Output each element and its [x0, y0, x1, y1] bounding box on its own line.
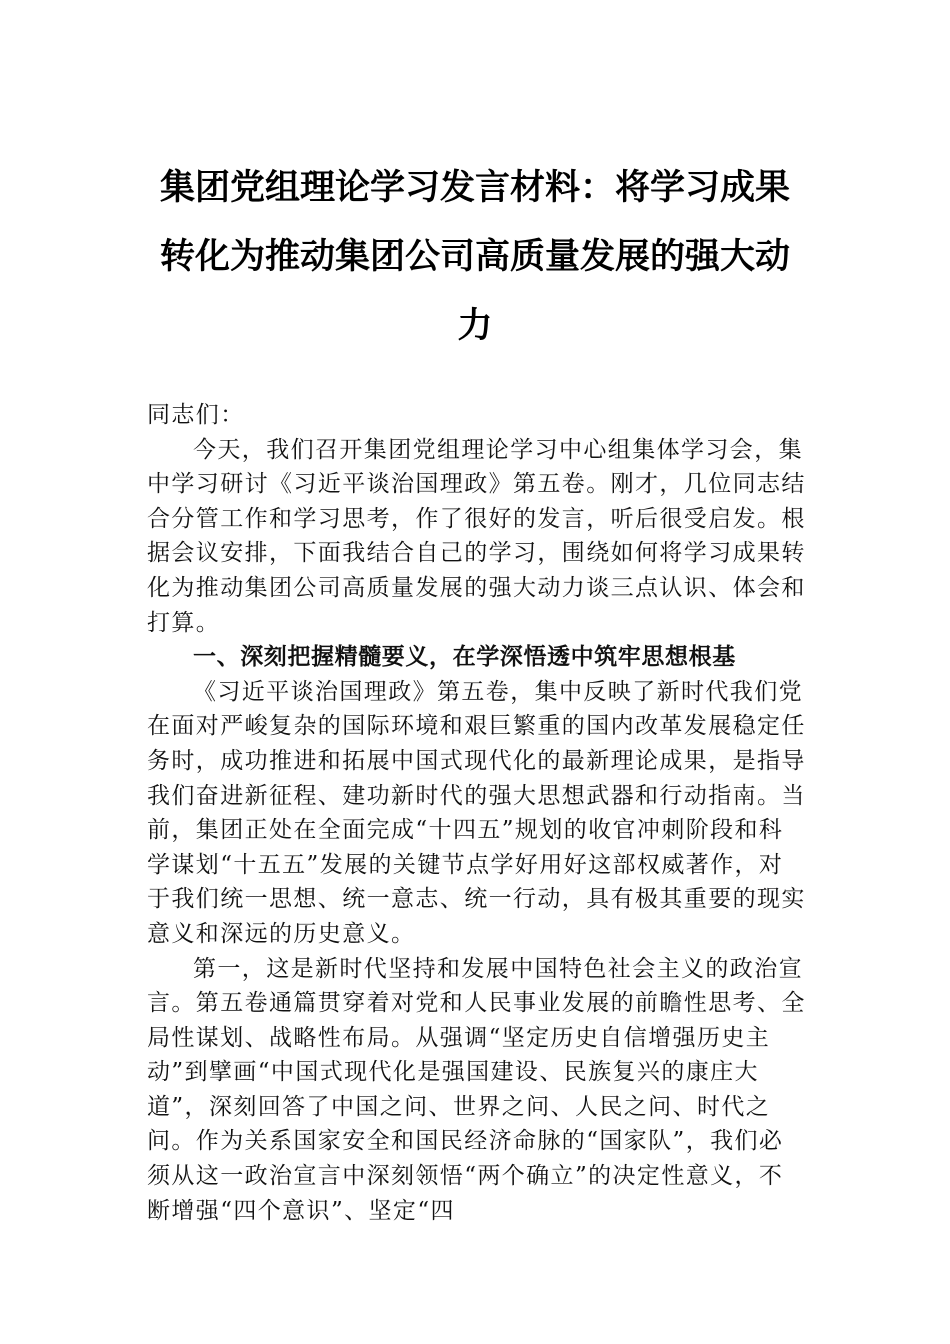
intro-paragraph: 今天，我们召开集团党组理论学习中心组集体学习会，集中学习研讨《习近平谈治国理政》第五卷。刚才，几位同志结合分管工作和学习思考，作了很好的发言，听后很受启发。根据会议安排，下面我结合自己的学习，围绕如何将学习成果转化为推动集团公司高质量发展的强大动力谈三点认识、体会和打算。	[147, 436, 806, 636]
document-title	[150, 153, 800, 360]
document-body	[147, 398, 807, 1228]
salutation: 同志们：	[147, 402, 245, 428]
body-paragraph: 《习近平谈治国理政》第五卷，集中反映了新时代我们党在面对严峻复杂的国际环境和艰巨繁重的国内改革发展稳定任务时，成功推进和拓展中国式现代化的最新理论成果，是指导我们奋进新征程、建功新时代的强大思想武器和行动指南。当前，集团正处在全面完成“十四五”规划的收官冲刺阶段和科学谋划“十五五”发展的关键节点学好用好这部权威著作，对于我们统一思想、统一意志、统一行动，具有极其重要的现实意义和深远的历史意义。	[147, 678, 806, 947]
section-heading: 一、深刻把握精髓要义，在学深悟透中筑牢思想根基	[193, 643, 736, 671]
title-line-3: 力	[457, 305, 493, 346]
title-line-2: 转化为推动集团公司高质量发展的强大动	[159, 236, 790, 277]
body-paragraph: 第一，这是新时代坚持和发展中国特色社会主义的政治宣言。第五卷通篇贯穿着对党和人民事业发展的前瞻性思考、全局性谋划、战略性布局。从强调“坚定历史自信增强历史主动”到擘画“中国式现代化是强国建设、民族复兴的康庄大道”，深刻回答了中国之问、世界之问、人民之问、时代之问。作为关系国家安全和国民经济命脉的“国家队”，我们必须从这一政治宣言中深刻领悟“两个确立”的决定性意义，不断增强“四个意识”、坚定“四	[147, 955, 806, 1224]
title-line-1: 集团党组理论学习发言材料：将学习成果	[159, 167, 790, 208]
